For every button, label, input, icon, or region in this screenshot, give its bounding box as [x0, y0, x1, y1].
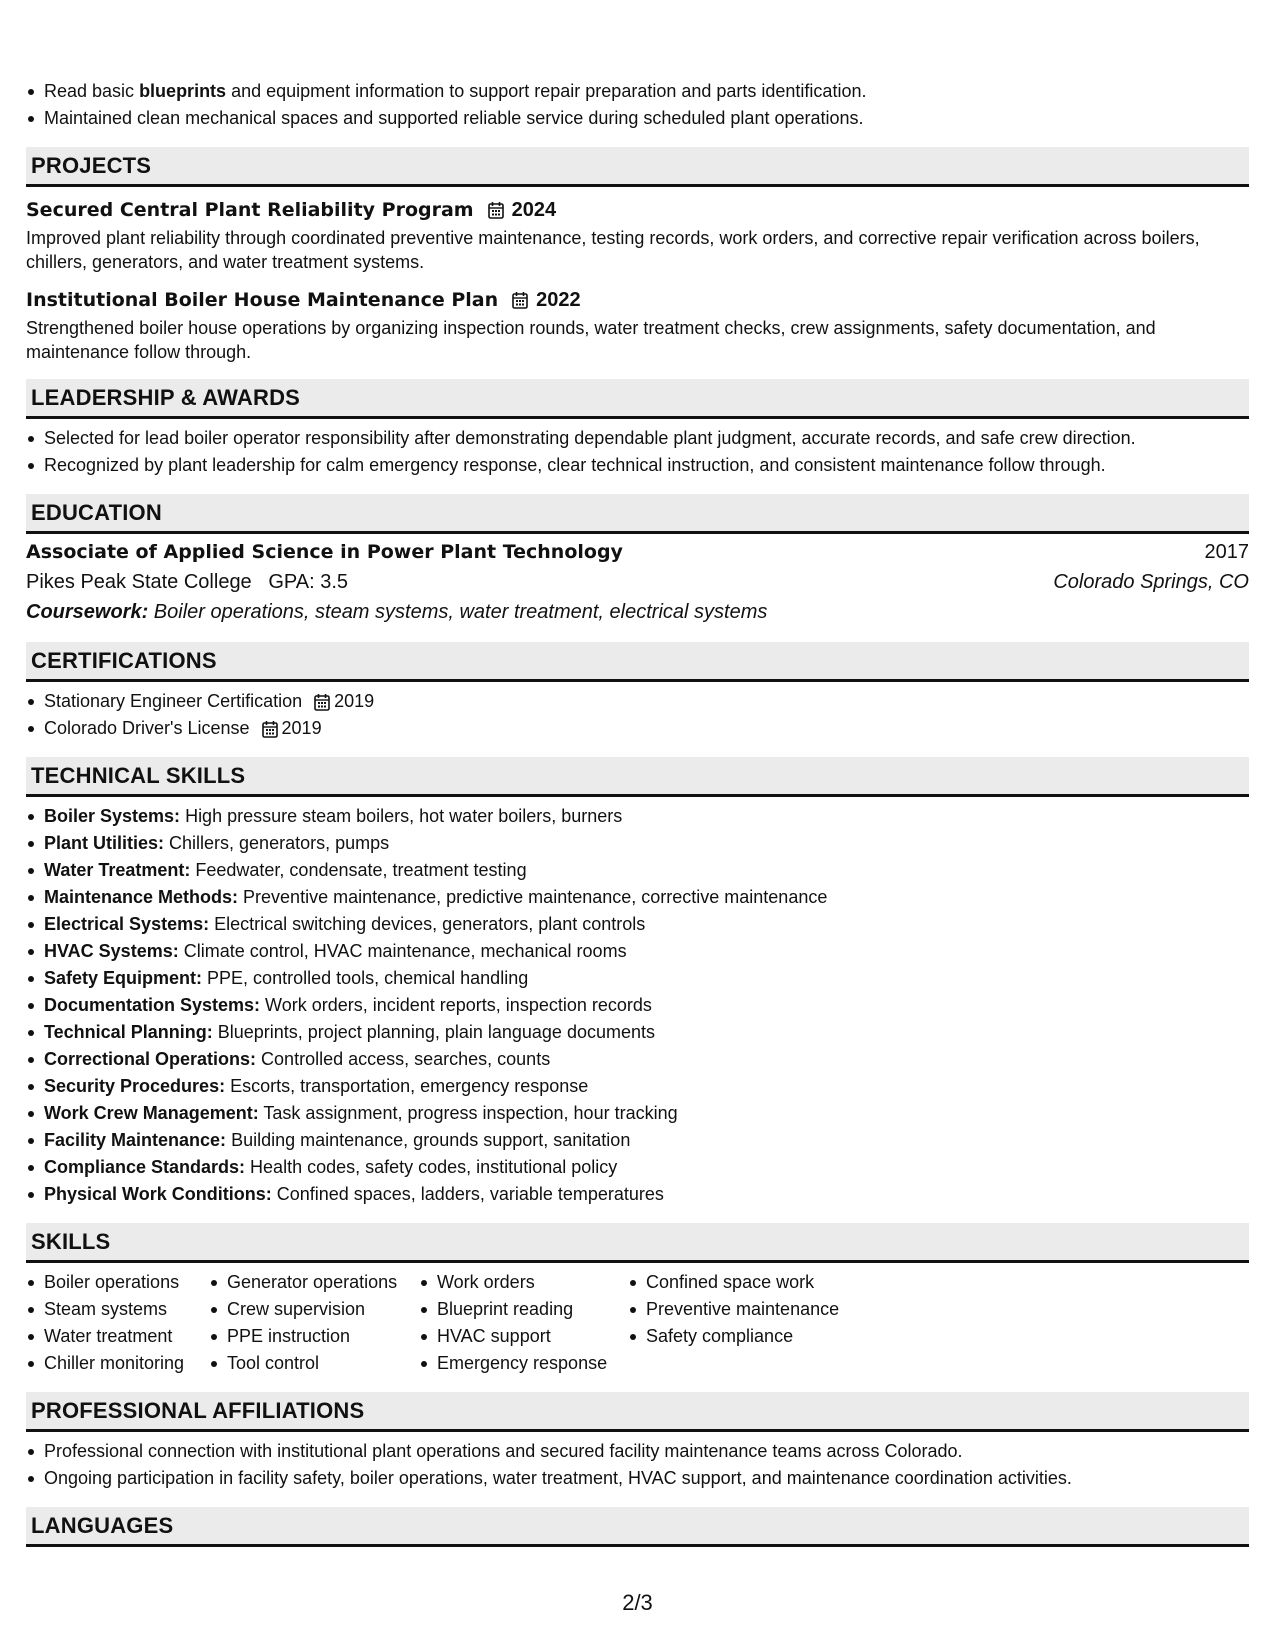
education-degree-row — [26, 537, 1249, 567]
list-item: Steam systems — [26, 1296, 209, 1323]
certifications-list — [26, 688, 1249, 742]
list-item: Compliance Standards: Health codes, safety codes, institutional policy — [26, 1154, 1249, 1181]
skills-column — [26, 1269, 209, 1377]
list-item: Documentation Systems: Work orders, incident reports, inspection records — [26, 992, 1249, 1019]
list-item: Maintained clean mechanical spaces and supported reliable service during scheduled plant operations. — [26, 105, 1249, 132]
list-item: Safety Equipment: PPE, controlled tools, chemical handling — [26, 965, 1249, 992]
list-item: Electrical Systems: Electrical switching devices, generators, plant controls — [26, 911, 1249, 938]
project-description: Strengthened boiler house operations by organizing inspection rounds, water treatment checks, crew assignments, safety documentation, and maintenance follow through. — [26, 318, 1156, 362]
education-school-row — [26, 567, 1249, 597]
section-header-languages: LANGUAGES — [26, 1507, 1249, 1547]
affiliations-list — [26, 1438, 1249, 1492]
project-title: Secured Central Plant Reliability Program 2024 — [26, 198, 557, 221]
list-item: Security Procedures: Escorts, transportation, emergency response — [26, 1073, 1249, 1100]
section-header-certifications: CERTIFICATIONS — [26, 642, 1249, 682]
list-item: PPE instruction — [209, 1323, 419, 1350]
list-item: Recognized by plant leadership for calm emergency response, clear technical instruction, and consistent maintenance follow through. — [26, 452, 1249, 479]
list-item: Boiler Systems: High pressure steam boilers, hot water boilers, burners — [26, 803, 1249, 830]
technical-skills-list — [26, 803, 1249, 1208]
list-item: Chiller monitoring — [26, 1350, 209, 1377]
calendar-icon — [512, 291, 528, 309]
list-item: Confined space work — [628, 1269, 858, 1296]
skills-grid — [26, 1269, 1249, 1377]
list-item: Blueprint reading — [419, 1296, 628, 1323]
leadership-list — [26, 425, 1249, 479]
experience-bullets — [26, 78, 1249, 132]
graduation-year: 2017 — [1204, 541, 1249, 563]
list-item: Crew supervision — [209, 1296, 419, 1323]
gpa: GPA: 3.5 — [268, 571, 349, 593]
list-item: Read basic blueprints and equipment information to support repair preparation and parts identification. — [26, 78, 1249, 105]
list-item: Generator operations — [209, 1269, 419, 1296]
list-item: Water treatment — [26, 1323, 209, 1350]
list-item: Plant Utilities: Chillers, generators, pumps — [26, 830, 1249, 857]
list-item: Technical Planning: Blueprints, project planning, plain language documents — [26, 1019, 1249, 1046]
list-item: Colorado Driver's License 2019 — [26, 715, 1249, 742]
project-description: Improved plant reliability through coordinated preventive maintenance, testing records, work orders, and corrective repair verification across boilers, chillers, generators, and water treatment systems. — [26, 228, 1200, 272]
calendar-icon — [314, 693, 330, 711]
list-item: Tool control — [209, 1350, 419, 1377]
list-item: Boiler operations — [26, 1269, 209, 1296]
skills-column — [419, 1269, 628, 1377]
list-item: Work orders — [419, 1269, 628, 1296]
list-item: Preventive maintenance — [628, 1296, 858, 1323]
resume-page — [26, 78, 1249, 1547]
list-item: HVAC Systems: Climate control, HVAC maintenance, mechanical rooms — [26, 938, 1249, 965]
section-header-projects: PROJECTS — [26, 147, 1249, 187]
list-item: Maintenance Methods: Preventive maintenance, predictive maintenance, corrective maintenance — [26, 884, 1249, 911]
section-header-technical-skills: TECHNICAL SKILLS — [26, 757, 1249, 797]
section-header-affiliations: PROFESSIONAL AFFILIATIONS — [26, 1392, 1249, 1432]
section-header-education: EDUCATION — [26, 494, 1249, 534]
coursework: Coursework: Boiler operations, steam systems, water treatment, electrical systems — [26, 601, 768, 623]
list-item: Correctional Operations: Controlled access, searches, counts — [26, 1046, 1249, 1073]
list-item: Ongoing participation in facility safety, boiler operations, water treatment, HVAC support, and maintenance coordination activities. — [26, 1465, 1249, 1492]
section-header-leadership: LEADERSHIP & AWARDS — [26, 379, 1249, 419]
list-item: HVAC support — [419, 1323, 628, 1350]
list-item: Facility Maintenance: Building maintenance, grounds support, sanitation — [26, 1127, 1249, 1154]
list-item: Emergency response — [419, 1350, 628, 1377]
list-item: Selected for lead boiler operator responsibility after demonstrating dependable plant judgment, accurate records, and safe crew direction. — [26, 425, 1249, 452]
section-header-skills: SKILLS — [26, 1223, 1249, 1263]
list-item: Safety compliance — [628, 1323, 858, 1350]
list-item: Physical Work Conditions: Confined spaces, ladders, variable temperatures — [26, 1181, 1249, 1208]
school-name: Pikes Peak State College — [26, 571, 252, 593]
skills-column — [209, 1269, 419, 1377]
list-item: Professional connection with institutional plant operations and secured facility maintenance teams across Colorado. — [26, 1438, 1249, 1465]
degree-title: Associate of Applied Science in Power Plant Technology — [26, 541, 623, 563]
school-location: Colorado Springs, CO — [1053, 571, 1249, 593]
calendar-icon — [488, 201, 504, 219]
list-item: Water Treatment: Feedwater, condensate, treatment testing — [26, 857, 1249, 884]
list-item: Work Crew Management: Task assignment, progress inspection, hour tracking — [26, 1100, 1249, 1127]
project-title: Institutional Boiler House Maintenance Plan 2022 — [26, 288, 581, 311]
page-number: 2/3 — [622, 1590, 653, 1615]
list-item: Stationary Engineer Certification 2019 — [26, 688, 1249, 715]
skills-column — [628, 1269, 858, 1377]
calendar-icon — [262, 720, 278, 738]
